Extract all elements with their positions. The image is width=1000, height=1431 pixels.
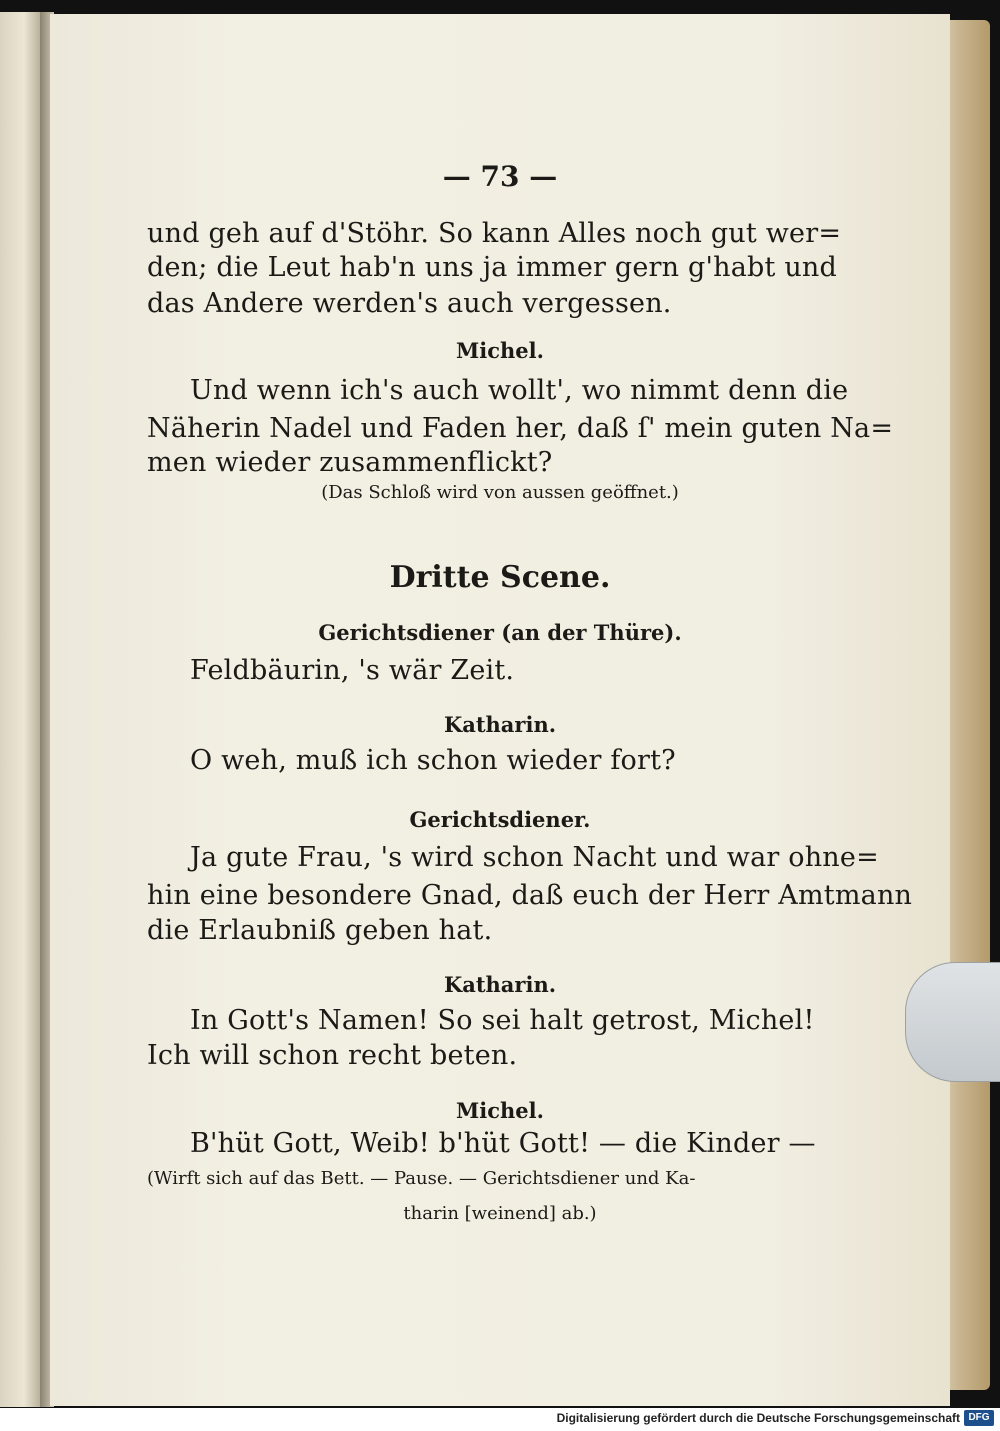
text-line: und geh auf d'Stöhr. So kann Alles noch gut wer= bbox=[147, 218, 842, 249]
text-line: Ich will schon recht beten. bbox=[147, 1040, 518, 1071]
text-line: den; die Leut hab'n uns ja immer gern g'habt und bbox=[147, 252, 837, 283]
page-number: — 73 — bbox=[442, 160, 558, 193]
speaker-name: Katharin. bbox=[443, 712, 557, 737]
stage-direction: tharin [weinend] ab.) bbox=[403, 1203, 597, 1224]
text-line: hin eine besondere Gnad, daß euch der Herr Amtmann bbox=[147, 880, 913, 911]
footer-credit: Digitalisierung gefördert durch die Deutsche Forschungsgemeinschaft bbox=[556, 1411, 960, 1425]
text-line: Und wenn ich's auch wollt', wo nimmt denn die bbox=[190, 375, 849, 406]
text-line: Ja gute Frau, 's wird schon Nacht und war ohne= bbox=[190, 842, 879, 873]
speaker-name: Michel. bbox=[456, 1098, 544, 1123]
speaker-name: Katharin. bbox=[443, 972, 557, 997]
dfg-logo: DFG bbox=[964, 1410, 994, 1426]
speaker-name: Gerichtsdiener. bbox=[409, 807, 591, 832]
stage-direction: (Wirft sich auf das Bett. — Pause. — Gerichtsdiener und Ka- bbox=[147, 1168, 696, 1189]
text-line: O weh, muß ich schon wieder fort? bbox=[190, 745, 676, 776]
text-line: men wieder zusammenflickt? bbox=[147, 447, 553, 478]
text-line: Näherin Nadel und Faden her, daß ſ' mein guten Na= bbox=[147, 413, 894, 444]
speaker-name: Michel. bbox=[456, 338, 544, 363]
text-line: B'hüt Gott, Weib! b'hüt Gott! — die Kinder — bbox=[190, 1128, 816, 1159]
stage-direction: (Das Schloß wird von aussen geöffnet.) bbox=[321, 482, 679, 503]
text-line: das Andere werden's auch vergessen. bbox=[147, 288, 672, 319]
speaker-name: Gerichtsdiener (an der Thüre). bbox=[318, 620, 682, 645]
text-line: die Erlaubniß geben hat. bbox=[147, 915, 493, 946]
text-line: In Gott's Namen! So sei halt getrost, Michel! bbox=[190, 1005, 815, 1036]
scene-heading: Dritte Scene. bbox=[389, 560, 611, 595]
text-line: Feldbäurin, 's wär Zeit. bbox=[190, 655, 515, 686]
